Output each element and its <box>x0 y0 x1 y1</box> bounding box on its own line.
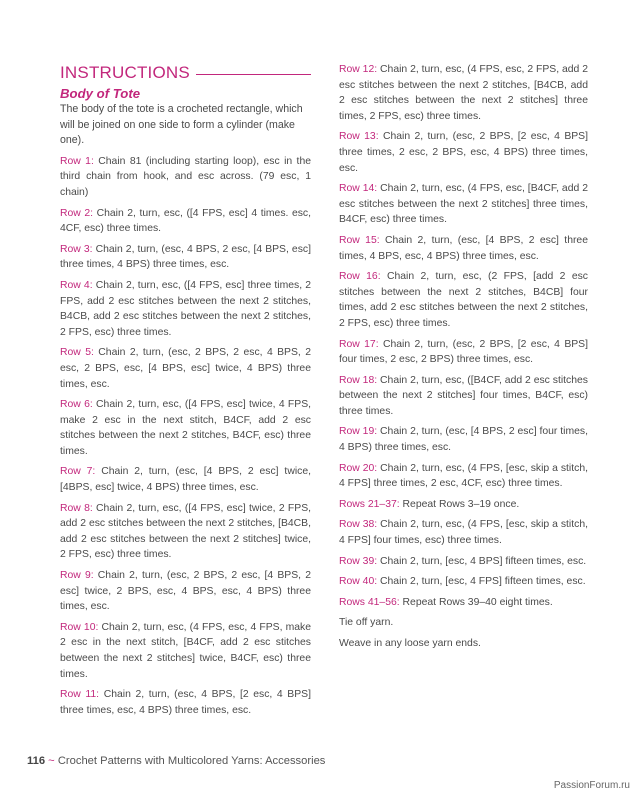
heading-rule <box>196 74 311 76</box>
row-label: Row 18: <box>339 374 378 386</box>
row-label: Row 4: <box>60 279 93 291</box>
row-label: Row 19: <box>339 426 378 438</box>
pattern-row <box>339 337 588 368</box>
row-label: Row 40: <box>339 576 378 588</box>
row-label: Row 7: <box>60 466 96 478</box>
row-text: Chain 2, turn, esc, ([4 FPS, esc] 4 times. esc, 4CF, esc) three times. <box>60 207 312 235</box>
row-text: Chain 2, turn, (esc, [4 BPS, 2 esc] three times, 4 BPS, esc, 4 BPS) three times, esc. <box>339 234 588 262</box>
row-label: Rows 21–37: <box>339 498 400 510</box>
row-label: Row 1: <box>60 155 94 167</box>
row-label: Row 8: <box>60 502 93 514</box>
row-label: Row 13: <box>339 131 379 143</box>
row-label: Row 12: <box>339 64 378 75</box>
pattern-row <box>339 574 588 590</box>
row-text: Chain 2, turn, (esc, 2 BPS, [2 esc, 4 BPS] three times, 2 esc, 2 BPS, esc, 4 BPS) three times, esc. <box>339 131 588 174</box>
row-text: Chain 2, turn, (esc, [4 BPS, 2 esc] twice, [4BPS, esc] twice, 4 BPS) three times, esc. <box>60 466 311 494</box>
page-footer <box>27 755 325 767</box>
row-text: Chain 2, turn, (esc, 2 BPS, 2 esc, [4 BPS, 2 esc] twice, 2 BPS, esc, 4 BPS, esc, 4 BPS) three times, esc. <box>60 570 312 613</box>
pattern-row <box>60 206 311 237</box>
pattern-row <box>339 373 588 420</box>
pattern-row <box>60 345 311 392</box>
row-label: Row 6: <box>60 399 93 411</box>
pattern-row <box>60 154 311 201</box>
row-text: Chain 2, turn, (esc, 4 BPS, [2 esc, 4 BPS] three times, esc, 4 BPS) three times, esc. <box>60 689 311 716</box>
row-text: Chain 2, turn, esc, ([4 FPS, esc] twice, 4 FPS, make 2 esc in the next stitch, B4CF, add 2 esc stitches between the next 2 stitches, B4CF, esc) three times. <box>60 399 312 457</box>
row-text: Repeat Rows 39–40 eight times. <box>402 596 553 608</box>
pattern-row <box>339 424 588 455</box>
pattern-row <box>60 568 311 615</box>
row-text: Chain 2, turn, (esc, 2 BPS, [2 esc, 4 BPS] four times, 2 esc, 2 BPS) three times, esc. <box>339 338 588 366</box>
row-label: Row 14: <box>339 183 378 195</box>
subheading: Body of Tote <box>60 86 141 101</box>
closing-line: Weave in any loose yarn ends. <box>339 638 481 649</box>
pattern-row <box>339 554 588 570</box>
pattern-row <box>339 269 588 331</box>
intro-paragraph: The body of the tote is a crocheted rectangle, which will be joined on one side to form a cylinder (make one). <box>60 103 303 147</box>
pattern-row <box>60 278 311 340</box>
section-heading-row <box>60 62 311 84</box>
row-text: Chain 2, turn, esc, (4 FPS, [esc, skip a stitch, 4 FPS] three times, 2 esc, 4CF, esc) three times. <box>339 462 588 490</box>
pattern-row <box>60 687 311 718</box>
row-label: Rows 41–56: <box>339 596 400 608</box>
row-text: Chain 2, turn, esc, (2 FPS, [add 2 esc stitches between the next 2 stitches, B4CB] four times, add 2 esc stitches between the next 2 stitches, 2 FPS, esc) three times. <box>339 271 588 329</box>
watermark: PassionForum.ru <box>553 780 630 791</box>
row-text: Chain 2, turn, esc, (4 FPS, esc, [B4CF, add 2 esc stitches between the next 2 stitches] three times, B4CF, esc) three times. <box>339 183 588 226</box>
footer-separator: ~ <box>48 755 55 767</box>
pattern-row <box>60 397 311 459</box>
pattern-row <box>60 464 311 495</box>
row-text: Chain 2, turn, esc, ([B4CF, add 2 esc stitches between the next 2 stitches] four times, B4CF, esc) three times. <box>339 374 588 417</box>
pattern-row <box>339 129 588 176</box>
pattern-row <box>339 497 588 513</box>
pattern-row <box>339 62 588 124</box>
pattern-row <box>60 501 311 563</box>
row-text: Chain 2, turn, esc, ([4 FPS, esc] three times, 2 FPS, add 2 esc stitches between the next 2 stitches, B4CB, add 2 esc stitches between the next 2 stitches, 2 FPS, esc) three times. <box>60 279 312 338</box>
row-label: Row 17: <box>339 338 379 350</box>
row-text: Chain 2, turn, [esc, 4 BPS] fifteen times, esc. <box>380 555 587 567</box>
page-number: 116 <box>27 755 46 767</box>
pattern-row <box>339 517 588 548</box>
pattern-row <box>60 242 311 273</box>
row-text: Chain 2, turn, esc, (4 FPS, [esc, skip a stitch, 4 FPS] four times, esc) three times. <box>339 519 588 547</box>
left-column <box>60 62 311 723</box>
closing-line: Tie off yarn. <box>339 617 394 629</box>
row-label: Row 16: <box>339 271 381 283</box>
book-title: Crochet Patterns with Multicolored Yarns: Accessories <box>57 755 326 767</box>
row-label: Row 3: <box>60 243 93 255</box>
row-label: Row 20: <box>339 462 378 474</box>
row-label: Row 15: <box>339 234 380 246</box>
row-text: Chain 2, turn, (esc, [4 BPS, 2 esc] four times, 4 BPS) three times, esc. <box>339 426 588 454</box>
row-label: Row 39: <box>339 555 378 567</box>
row-text: Repeat Rows 3–19 once. <box>402 498 520 510</box>
row-text: Chain 2, turn, esc, (4 FPS, esc, 4 FPS, make 2 esc in the next stitch, [B4CF, add 2 esc stitches between the next 2 stitches] twice, B4CF, esc) three times. <box>60 621 311 680</box>
section-heading: INSTRUCTIONS <box>60 63 190 82</box>
pattern-row <box>60 620 311 682</box>
row-label: Row 11: <box>60 689 100 701</box>
pattern-row <box>339 233 588 264</box>
pattern-row <box>339 461 588 492</box>
row-text: Chain 2, turn, [esc, 4 FPS] fifteen times, esc. <box>380 576 586 588</box>
row-label: Row 10: <box>60 621 99 633</box>
row-text: Chain 2, turn, esc, (4 FPS, esc, 2 FPS, add 2 esc stitches between the next 2 stitches, [B4CB, add 2 esc stitches between the next 2 stitches] three times, 2 FPS, esc) three times. <box>339 64 588 122</box>
row-text: Chain 2, turn, (esc, 2 BPS, 2 esc, 4 BPS, 2 esc, 2 BPS, esc, [4 BPS, esc] twice, 4 BPS) three times, esc. <box>60 347 311 390</box>
row-text: Chain 2, turn, (esc, 4 BPS, 2 esc, [4 BPS, esc] three times, 4 BPS) three times, esc. <box>60 243 311 271</box>
pattern-row <box>339 595 588 611</box>
row-label: Row 2: <box>60 207 94 219</box>
right-column <box>339 62 588 657</box>
row-label: Row 38: <box>339 519 378 531</box>
row-label: Row 9: <box>60 570 94 582</box>
pattern-row <box>339 181 588 228</box>
row-text: Chain 81 (including starting loop), esc in the third chain from hook, and esc across. (79 esc, 1 chain) <box>60 155 312 198</box>
row-text: Chain 2, turn, esc, ([4 FPS, esc] twice, 2 FPS, add 2 esc stitches between the next 2 stitches, [B4CB, add 2 esc stitches between the next 2 stitches] twice, 2 FPS, esc) three times. <box>60 502 312 561</box>
row-label: Row 5: <box>60 347 94 359</box>
